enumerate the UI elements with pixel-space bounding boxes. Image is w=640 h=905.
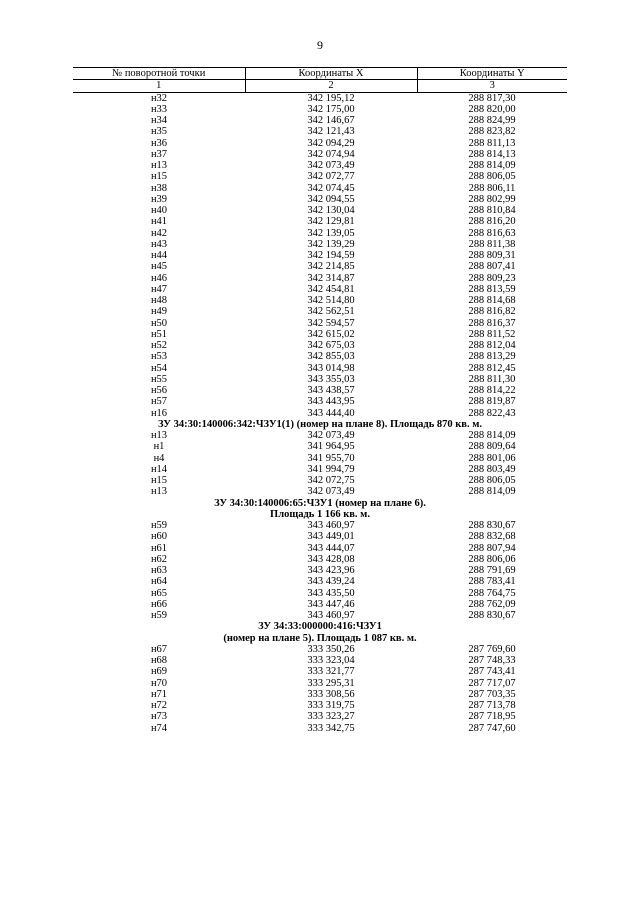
table-row [73, 318, 567, 329]
table-row [73, 351, 567, 362]
coord-x-cell: 333 342,75 [307, 722, 355, 734]
coord-y-cell: 288 814,13 [468, 148, 516, 160]
point-number-cell: н55 [150, 373, 168, 385]
coord-x-cell: 343 014,98 [307, 362, 355, 374]
point-number-cell: н54 [150, 362, 168, 374]
point-number-cell: н35 [150, 126, 168, 138]
coord-x-cell: 333 319,75 [307, 700, 355, 711]
table-row [73, 689, 567, 700]
point-number-cell: н53 [150, 351, 168, 363]
point-number-cell: н51 [150, 328, 168, 340]
coord-y-cell: 288 807,41 [468, 261, 516, 273]
coord-x-cell: 341 964,95 [307, 441, 355, 453]
coord-y-cell: 288 807,94 [468, 542, 516, 554]
point-number-cell: н39 [150, 193, 168, 205]
point-number-cell: н59 [150, 520, 168, 531]
coord-x-cell: 343 439,24 [307, 576, 355, 588]
header-coord-y: Координаты Y [417, 68, 567, 80]
coord-y-cell: 288 806,05 [468, 171, 516, 183]
point-number-cell: н43 [150, 238, 168, 250]
table-row [73, 453, 567, 464]
coord-y-cell: 288 814,68 [468, 295, 516, 306]
table-row [73, 261, 567, 272]
point-number-cell: н57 [150, 396, 168, 408]
point-number-cell: н74 [150, 722, 168, 734]
point-number-cell: н13 [150, 486, 168, 498]
coord-y-cell: 288 824,99 [468, 115, 516, 126]
coord-y-cell: 287 713,78 [468, 700, 516, 711]
coord-x-cell: 342 194,59 [307, 250, 355, 261]
coord-x-cell: 343 460,97 [307, 520, 355, 531]
coord-x-cell: 342 130,04 [307, 205, 355, 216]
column-number-row [73, 80, 567, 92]
point-number-cell: н48 [150, 295, 168, 306]
table-header-row [73, 68, 567, 80]
point-number-cell: н41 [150, 216, 168, 228]
section-title: Площадь 1 166 кв. м. [270, 508, 370, 520]
coord-y-cell: 288 783,41 [468, 576, 516, 588]
table-row [73, 531, 567, 542]
coord-y-cell: 288 816,82 [468, 306, 516, 318]
table-row [73, 723, 567, 734]
coord-y-cell: 288 809,64 [468, 441, 516, 453]
table-row [73, 92, 567, 104]
table-row [73, 284, 567, 295]
coord-x-cell: 341 955,70 [307, 452, 355, 464]
table-row [73, 599, 567, 610]
coord-y-cell: 288 830,67 [468, 520, 516, 531]
table-row [73, 520, 567, 531]
coord-x-cell: 343 435,50 [307, 587, 355, 599]
table-row [73, 486, 567, 497]
point-number-cell: н46 [150, 272, 168, 284]
table-row [73, 464, 567, 475]
section-title-row [73, 509, 567, 520]
coord-x-cell: 342 139,05 [307, 227, 355, 239]
coord-x-cell: 342 594,57 [307, 317, 355, 329]
coord-y-cell: 288 810,84 [468, 205, 516, 216]
coord-x-cell: 342 121,43 [307, 126, 355, 138]
point-number-cell: н1 [153, 441, 165, 453]
point-number-cell: н13 [150, 430, 168, 441]
point-number-cell: н4 [153, 452, 165, 464]
coord-y-cell: 288 814,22 [468, 385, 516, 396]
coord-x-cell: 342 314,87 [307, 272, 355, 284]
point-number-cell: н15 [150, 475, 168, 486]
table-row [73, 250, 567, 261]
coord-y-cell: 288 814,09 [468, 486, 516, 498]
section-title: ЗУ 34:30:140006:342:ЧЗУ1(1) (номер на плане 8). Площадь 870 кв. м. [157, 418, 482, 430]
coord-y-cell: 288 819,87 [468, 396, 516, 408]
coord-x-cell: 342 074,94 [307, 148, 355, 160]
coord-y-cell: 288 816,37 [468, 317, 516, 329]
point-number-cell: н45 [150, 261, 168, 273]
section-title-row [73, 498, 567, 509]
table-row [73, 194, 567, 205]
point-number-cell: н47 [150, 283, 168, 295]
point-number-cell: н49 [150, 306, 168, 318]
coord-x-cell: 333 308,56 [307, 688, 355, 700]
point-number-cell: н69 [150, 666, 168, 678]
point-number-cell: н42 [150, 227, 168, 239]
point-number-cell: н36 [150, 137, 168, 149]
coord-x-cell: 343 444,07 [307, 542, 355, 554]
coord-y-cell: 287 743,41 [468, 666, 516, 678]
section-title: ЗУ 34:30:140006:65:ЧЗУ1 (номер на плане 6). [214, 497, 426, 509]
point-number-cell: н65 [150, 587, 168, 599]
section-title: (номер на плане 5). Площадь 1 087 кв. м. [223, 632, 417, 644]
coord-y-cell: 288 812,45 [468, 362, 516, 374]
coord-x-cell: 342 562,51 [307, 306, 355, 318]
coord-y-cell: 287 747,60 [468, 722, 516, 734]
coord-x-cell: 343 438,57 [307, 385, 355, 396]
column-number: 1 [73, 80, 245, 92]
point-number-cell: н32 [150, 92, 168, 104]
column-number: 3 [417, 80, 567, 92]
point-number-cell: н33 [150, 103, 168, 115]
table-row [73, 115, 567, 126]
point-number-cell: н13 [150, 160, 168, 171]
table-row [73, 239, 567, 250]
coord-x-cell: 342 073,49 [307, 430, 355, 441]
table-body [73, 92, 567, 734]
coordinates-table [73, 67, 567, 734]
table-row [73, 678, 567, 689]
table-row [73, 554, 567, 565]
page-number: 9 [317, 38, 323, 52]
coord-x-cell: 342 514,80 [307, 295, 355, 306]
coord-x-cell: 343 428,08 [307, 553, 355, 565]
coord-x-cell: 342 073,49 [307, 486, 355, 498]
coord-x-cell: 342 675,03 [307, 340, 355, 351]
coord-x-cell: 342 454,81 [307, 283, 355, 295]
coord-x-cell: 342 139,29 [307, 238, 355, 250]
table-row [73, 441, 567, 452]
point-number-cell: н71 [150, 688, 168, 700]
table-row [73, 543, 567, 554]
coord-x-cell: 333 323,27 [307, 711, 355, 723]
coord-x-cell: 343 355,03 [307, 373, 355, 385]
point-number-cell: н72 [150, 700, 168, 711]
coord-y-cell: 288 820,00 [468, 103, 516, 115]
coord-y-cell: 288 811,52 [468, 328, 516, 340]
coord-x-cell: 333 321,77 [307, 666, 355, 678]
table-row [73, 138, 567, 149]
coord-y-cell: 288 812,04 [468, 340, 516, 351]
coord-x-cell: 342 195,12 [307, 92, 355, 104]
coord-y-cell: 288 823,82 [468, 126, 516, 138]
coord-x-cell: 342 855,03 [307, 351, 355, 363]
table-row [73, 306, 567, 317]
point-number-cell: н60 [150, 531, 168, 543]
coord-x-cell: 343 423,96 [307, 565, 355, 576]
table-row [73, 329, 567, 340]
point-number-cell: н62 [150, 553, 168, 565]
coord-x-cell: 343 449,01 [307, 531, 355, 543]
coord-y-cell: 288 806,06 [468, 553, 516, 565]
point-number-cell: н37 [150, 148, 168, 160]
point-number-cell: н63 [150, 565, 168, 576]
table-row [73, 588, 567, 599]
coord-x-cell: 343 443,95 [307, 396, 355, 408]
coord-y-cell: 288 816,20 [468, 216, 516, 228]
table-row [73, 385, 567, 396]
table-row [73, 183, 567, 194]
point-number-cell: н70 [150, 677, 168, 689]
point-number-cell: н38 [150, 182, 168, 194]
coord-y-cell: 288 832,68 [468, 531, 516, 543]
table-row [73, 363, 567, 374]
coord-x-cell: 343 460,97 [307, 610, 355, 621]
coord-y-cell: 288 806,05 [468, 475, 516, 486]
coord-x-cell: 342 073,49 [307, 160, 355, 171]
coord-y-cell: 288 762,09 [468, 598, 516, 610]
table-row [73, 430, 567, 441]
coord-y-cell: 288 811,13 [468, 137, 516, 149]
point-number-cell: н61 [150, 542, 168, 554]
coord-y-cell: 288 809,31 [468, 250, 516, 261]
coord-y-cell: 288 809,23 [468, 272, 516, 284]
coord-y-cell: 288 816,63 [468, 227, 516, 239]
coord-x-cell: 342 072,75 [307, 475, 355, 486]
header-coord-x: Координаты X [245, 68, 417, 80]
table-row [73, 295, 567, 306]
table-row [73, 565, 567, 576]
coord-y-cell: 288 806,11 [468, 182, 516, 194]
coord-x-cell: 342 072,77 [307, 171, 355, 183]
coord-x-cell: 343 447,46 [307, 598, 355, 610]
coord-x-cell: 333 350,26 [307, 643, 355, 655]
table-row [73, 666, 567, 677]
point-number-cell: н14 [150, 463, 168, 475]
point-number-cell: н16 [150, 407, 168, 419]
table-row [73, 205, 567, 216]
coord-x-cell: 342 094,29 [307, 137, 355, 149]
coord-y-cell: 288 822,43 [468, 407, 516, 419]
point-number-cell: н50 [150, 317, 168, 329]
coord-y-cell: 287 703,35 [468, 688, 516, 700]
table-row [73, 216, 567, 227]
coord-y-cell: 287 717,07 [468, 677, 516, 689]
table-row [73, 396, 567, 407]
table-row [73, 700, 567, 711]
table-row [73, 644, 567, 655]
coord-y-cell: 288 813,29 [468, 351, 516, 363]
table-row [73, 408, 567, 419]
point-number-cell: н52 [150, 340, 168, 351]
table-row [73, 273, 567, 284]
point-number-cell: н64 [150, 576, 168, 588]
coord-y-cell: 287 769,60 [468, 643, 516, 655]
table-row [73, 610, 567, 621]
table-row [73, 655, 567, 666]
table-row [73, 340, 567, 351]
header-point-number: № поворотной точки [73, 68, 245, 80]
coord-y-cell: 288 801,06 [468, 452, 516, 464]
table-row [73, 374, 567, 385]
coord-x-cell: 333 323,04 [307, 655, 355, 666]
coord-x-cell: 341 994,79 [307, 463, 355, 475]
column-number: 2 [245, 80, 417, 92]
point-number-cell: н59 [150, 610, 168, 621]
point-number-cell: н34 [150, 115, 168, 126]
point-number-cell: н67 [150, 643, 168, 655]
table-row [73, 126, 567, 137]
table-row [73, 228, 567, 239]
section-title: ЗУ 34:33:000000:416:ЧЗУ1 [258, 621, 382, 633]
coord-x-cell: 342 175,00 [307, 103, 355, 115]
table-row [73, 711, 567, 722]
table-row [73, 171, 567, 182]
table-row [73, 104, 567, 115]
coord-y-cell: 288 764,75 [468, 587, 516, 599]
coord-y-cell: 287 718,95 [468, 711, 516, 723]
coord-x-cell: 342 146,67 [307, 115, 355, 126]
point-number-cell: н56 [150, 385, 168, 396]
table-row [73, 149, 567, 160]
point-number-cell: н15 [150, 171, 168, 183]
point-number-cell: н66 [150, 598, 168, 610]
coord-x-cell: 342 074,45 [307, 182, 355, 194]
coord-x-cell: 342 129,81 [307, 216, 355, 228]
coord-y-cell: 288 811,38 [468, 238, 516, 250]
coord-y-cell: 288 814,09 [468, 160, 516, 171]
coord-y-cell: 288 814,09 [468, 430, 516, 441]
section-title-row [73, 621, 567, 632]
table-row [73, 475, 567, 486]
coord-y-cell: 288 811,30 [468, 373, 516, 385]
section-title-row [73, 633, 567, 644]
coord-y-cell: 288 803,49 [468, 463, 516, 475]
coord-y-cell: 288 813,59 [468, 283, 516, 295]
coord-x-cell: 342 094,55 [307, 193, 355, 205]
coord-y-cell: 288 817,30 [468, 92, 516, 104]
point-number-cell: н40 [150, 205, 168, 216]
coord-y-cell: 288 802,99 [468, 193, 516, 205]
coord-x-cell: 342 615,02 [307, 328, 355, 340]
point-number-cell: н68 [150, 655, 168, 666]
coord-y-cell: 287 748,33 [468, 655, 516, 666]
coord-x-cell: 333 295,31 [307, 677, 355, 689]
table-row [73, 576, 567, 587]
table-row [73, 160, 567, 171]
coord-y-cell: 288 791,69 [468, 565, 516, 576]
coord-x-cell: 342 214,85 [307, 261, 355, 273]
coord-y-cell: 288 830,67 [468, 610, 516, 621]
coord-x-cell: 343 444,40 [307, 407, 355, 419]
point-number-cell: н73 [150, 711, 168, 723]
section-title-row [73, 419, 567, 430]
point-number-cell: н44 [150, 250, 168, 261]
